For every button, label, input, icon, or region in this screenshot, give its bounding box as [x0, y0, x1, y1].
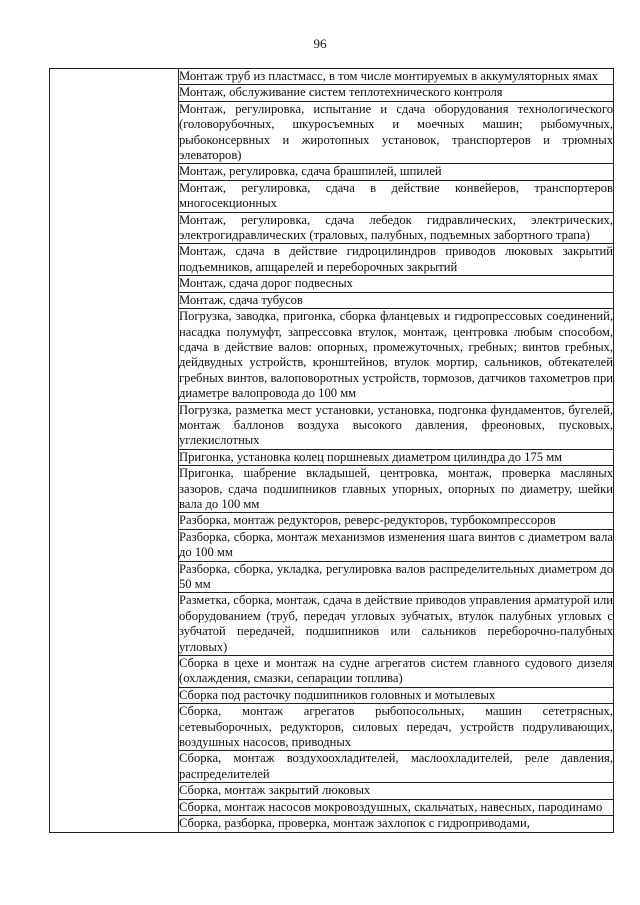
table-cell: Монтаж, регулировка, испытание и сдача оборудования технологического (головорубочных, шкуросъемных и моечных машин; рыбомучных, рыбоконсервных и жиротопных установок, транспортеров и трюмных элеваторов): [179, 101, 613, 163]
table-cell: Монтаж труб из пластмасс, в том числе монтируемых в аккумуляторных ямах: [179, 69, 614, 85]
table-cell: Монтаж, обслуживание систем теплотехнического контроля: [179, 85, 614, 101]
table-cell: Пригонка, шабрение вкладышей, центровка, монтаж, проверка масляных зазоров, сдача подшипников главных упорных, опорных по диаметру, шейки вала до 100 мм: [179, 466, 613, 511]
table-cell: Разметка, сборка, монтаж, сдача в действие приводов управления арматурой или оборудованием (труб, передач угловых зубчатых, втулок палубных угловых с зубчатой передачей, подшипников или сальников переборочно-палубных угловых): [179, 593, 613, 654]
table-cell: Погрузка, заводка, пригонка, сборка фланцевых и гидропрессовых соединений, насадка полумуфт, запрессовка втулок, монтаж, центровка любым способом, сдача в действие валов: опорных, промежуточных, гребных; винтов гребных, дейдвудных устройств, кронштейнов, втулок мортир, сальников, обтекателей гребных винтов, валоповоротных устройств, тормозов, датчиков тахометров при диаметре валопровода до 100 мм: [179, 309, 613, 401]
table-cell: Сборка под расточку подшипников головных и мотылевых: [179, 687, 614, 703]
table-cell: Сборка, разборка, проверка, монтаж захлопок с гидроприводами,: [179, 816, 614, 832]
table-cell: Монтаж, сдача дорог подвесных: [179, 276, 614, 292]
table-cell: Сборка, монтаж воздухоохладителей, маслоохладителей, реле давления, распределителей: [179, 751, 613, 781]
table-cell: Сборка, монтаж закрытий люковых: [179, 783, 614, 799]
table-cell: Разборка, сборка, укладка, регулировка валов распределительных диаметром до 50 мм: [179, 561, 613, 591]
table-cell: Монтаж, регулировка, сдача брашпилей, шпилей: [179, 164, 614, 180]
page-number: 96: [313, 36, 327, 51]
table-cell: Погрузка, разметка мест установки, установка, подгонка фундаментов, бугелей, монтаж баллонов воздуха высокого давления, фреоновых, пусковых, углекислотных: [179, 402, 613, 448]
table-cell: Монтаж, сдача тубусов: [179, 292, 614, 308]
table-cell: Разборка, сборка, монтаж механизмов изменения шага винтов с диаметром вала до 100 мм: [179, 529, 613, 560]
work-types-table: [49, 68, 614, 833]
table-cell: Монтаж, регулировка, сдача лебедок гидравлических, электрических, электрогидравлических (траловых, палубных, подъемных забортного трапа): [179, 212, 613, 243]
table-cell: Сборка в цехе и монтаж на судне агрегатов систем главного судового дизеля (охлаждения, смазки, сепарации топлива): [179, 656, 613, 686]
table-cell: Пригонка, установка колец поршневых диаметром цилиндра до 175 мм: [179, 449, 614, 465]
table-cell: Монтаж, сдача в действие гидроцилиндров приводов люковых закрытий подъемников, апщарелей и переборочных закрытий: [179, 244, 613, 274]
left-column-cell: [50, 69, 179, 833]
table-cell: Сборка, монтаж агрегатов рыбопосольных, машин сететрясных, сетевыборочных, редукторов, силовых передач, устройств подруливающих, воздушных насосов, приводных: [179, 704, 613, 750]
table-row: [50, 69, 614, 85]
table-cell: Сборка, монтаж насосов мокровоздушных, скальчатых, навесных, пародинамо: [179, 799, 614, 815]
table-cell: Монтаж, регулировка, сдача в действие конвейеров, транспортеров многосекционных: [179, 180, 613, 211]
table-cell: Разборка, монтаж редукторов, реверс-редукторов, турбокомпрессоров: [179, 513, 614, 529]
